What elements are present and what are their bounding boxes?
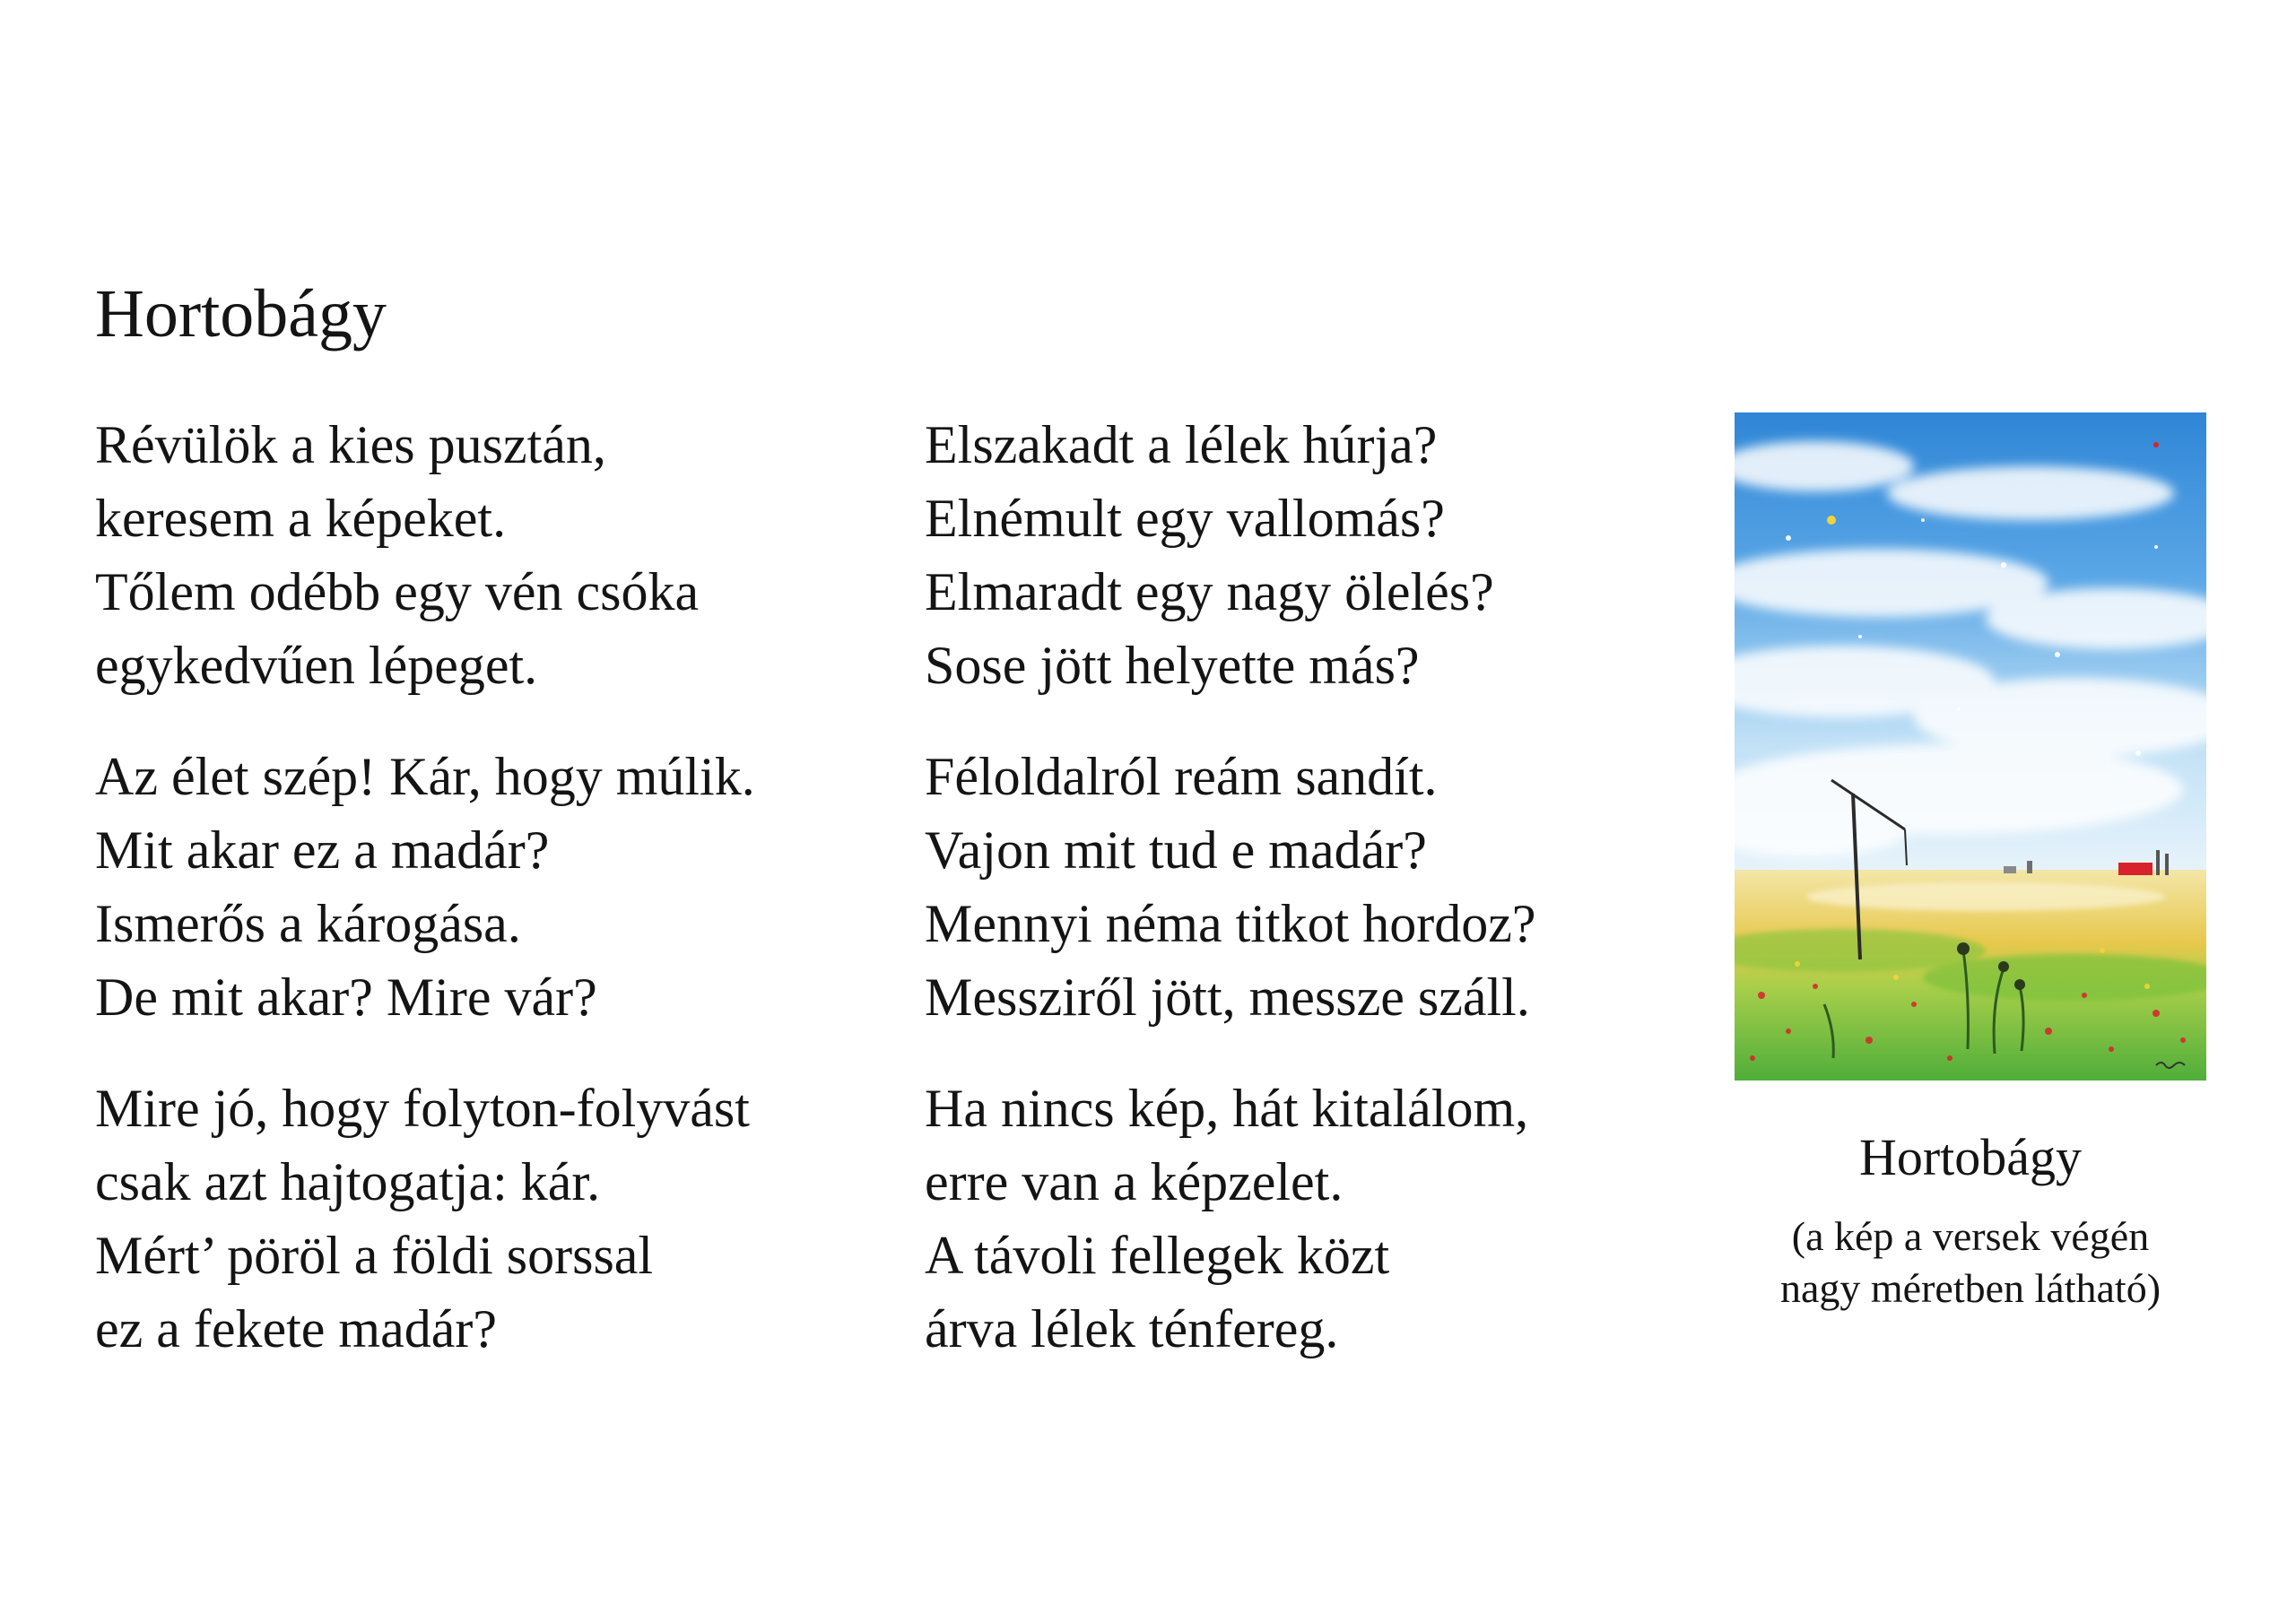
poem-line: Az élet szép! Kár, hogy múlik. xyxy=(95,747,755,806)
page-title: Hortobágy xyxy=(95,276,387,352)
landscape-illustration xyxy=(1735,412,2206,1081)
stanza xyxy=(95,408,902,702)
poem-line: Mennyi néma titkot hordoz? xyxy=(925,894,1536,953)
poem-line: keresem a képeket. xyxy=(95,489,507,548)
poem-line: Sose jött helyette más? xyxy=(925,636,1420,695)
poem-right-column xyxy=(925,408,1732,1403)
poem-line: egykedvűen lépeget. xyxy=(95,636,538,695)
stanza xyxy=(925,1072,1732,1366)
stanza xyxy=(925,740,1732,1034)
caption-note-line: (a kép a versek végén xyxy=(1791,1213,2150,1259)
poem-line: De mit akar? Mire vár? xyxy=(95,968,597,1027)
poem-line: csak azt hajtogatja: kár. xyxy=(95,1152,601,1211)
poem-line: Mire jó, hogy folyton-folyvást xyxy=(95,1079,750,1138)
poem-line: árva lélek ténfereg. xyxy=(925,1299,1339,1358)
poem-line: Féloldalról reám sandít. xyxy=(925,747,1438,806)
poem-line: Elszakadt a lélek húrja? xyxy=(925,415,1438,474)
poem-line: Messziről jött, messze száll. xyxy=(925,968,1530,1027)
poem-line: Vajon mit tud e madár? xyxy=(925,820,1427,880)
poem-line: Elnémult egy vallomás? xyxy=(925,489,1445,548)
stanza xyxy=(95,740,902,1034)
figure-caption-title: Hortobágy xyxy=(1858,1128,2083,1186)
poem-line: ez a fekete madár? xyxy=(95,1299,497,1358)
poem-line: A távoli fellegek közt xyxy=(925,1226,1390,1285)
poem-line: Elmaradt egy nagy ölelés? xyxy=(925,562,1494,621)
poem-left-column xyxy=(95,408,902,1403)
poem-line: Mért’ pöröl a földi sorssal xyxy=(95,1226,654,1285)
poem-line: Ha nincs kép, hát kitalálom, xyxy=(925,1079,1529,1138)
poem-line: erre van a képzelet. xyxy=(925,1152,1344,1211)
caption-note-line: nagy méretben látható) xyxy=(1779,1265,2161,1311)
hortobagy-painting xyxy=(1735,412,2206,1081)
poem-line: Révülök a kies pusztán, xyxy=(95,415,606,474)
stanza xyxy=(925,408,1732,702)
poem-line: Tőlem odébb egy vén csóka xyxy=(95,562,700,621)
poem-line: Mit akar ez a madár? xyxy=(95,820,550,880)
figure-caption-note xyxy=(1735,1211,2206,1315)
poem-line: Ismerős a károgása. xyxy=(95,894,521,953)
stanza xyxy=(95,1072,902,1366)
